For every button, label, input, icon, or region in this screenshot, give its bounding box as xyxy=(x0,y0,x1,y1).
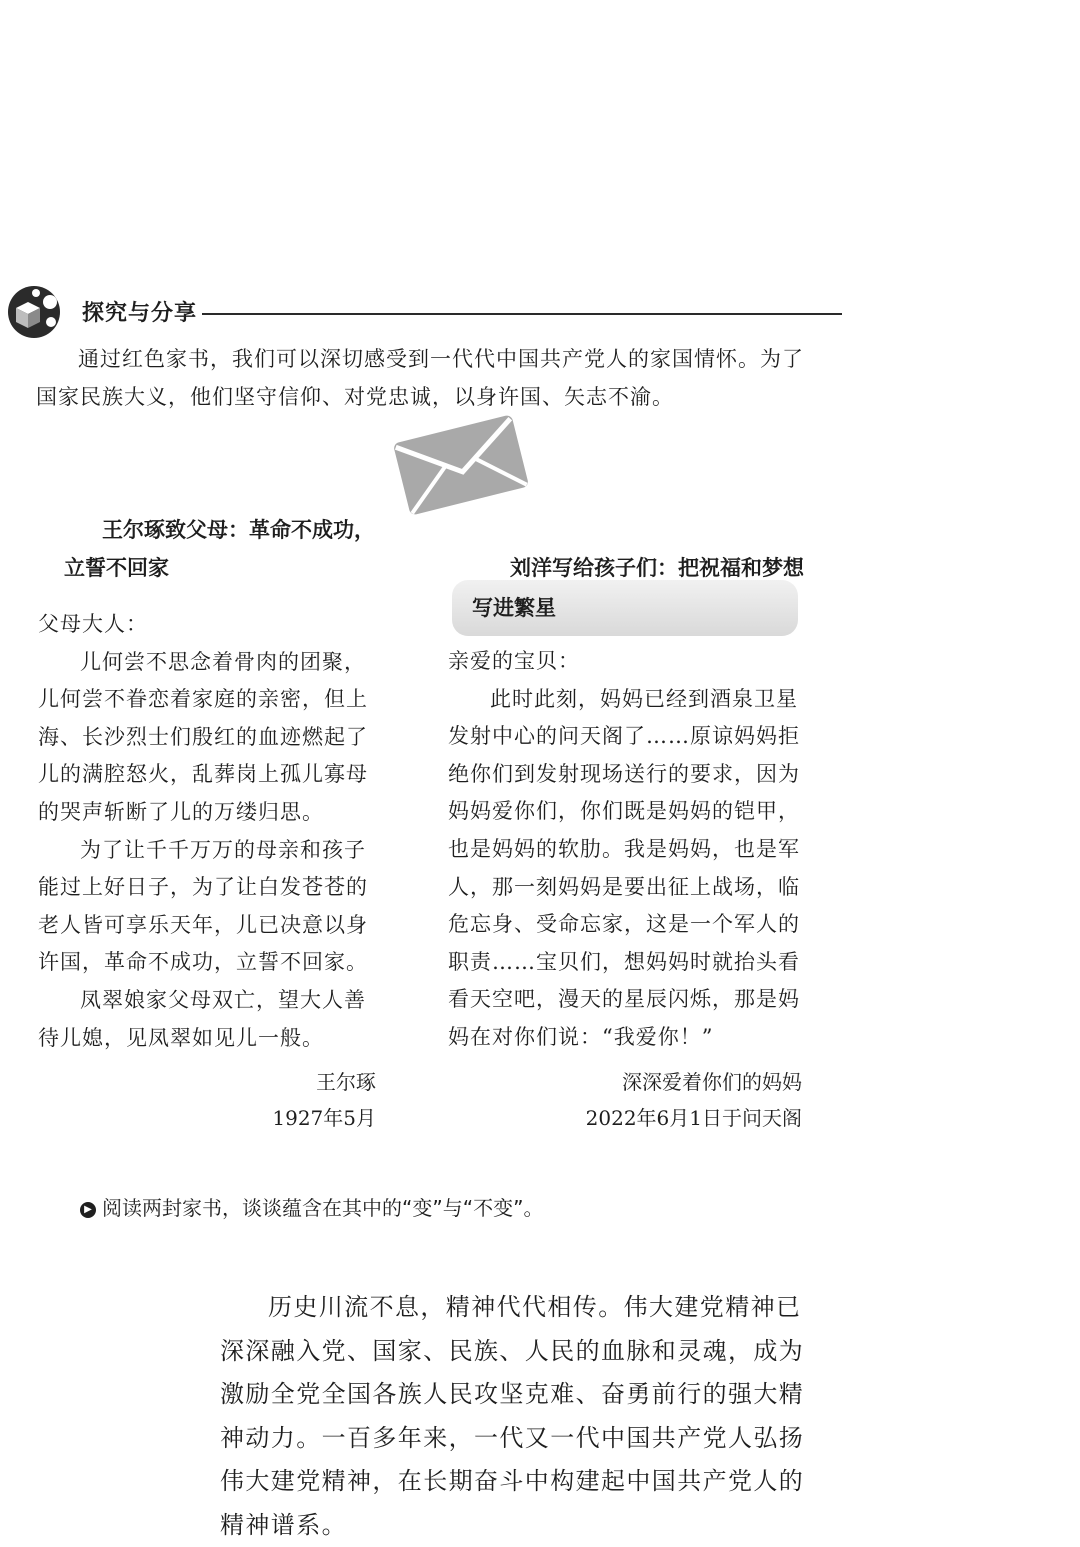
right-letter-date: 2022年6月1日于问天阁 xyxy=(585,1106,802,1130)
right-letter-signoff xyxy=(520,1064,802,1136)
left-letter-paragraph: 凤翠娘家父母双亡，望大人善待儿媳，见凤翠如见儿一般。 xyxy=(38,987,366,1050)
closing-text xyxy=(220,1286,826,1547)
left-letter-signoff xyxy=(180,1064,376,1136)
right-letter-title-line2: 写进繁星 xyxy=(472,595,556,620)
left-letter-paragraph: 为了让千千万万的母亲和孩子能过上好日子，为了让白发苍苍的老人皆可享乐天年，儿已决意以身许国，革命不成功，立誓不回家。 xyxy=(38,837,368,975)
right-letter-signature: 深深爱着你们的妈妈 xyxy=(622,1070,802,1094)
right-letter-paragraph: 此时此刻，妈妈已经到酒泉卫星发射中心的问天阁了……原谅妈妈拒绝你们到发射现场送行的要求，因为妈妈爱你们，你们既是妈妈的铠甲，也是妈妈的软肋。我是妈妈，也是军人，那一刻妈妈是要出征上战场，临危忘身、受命忘家，这是一个军人的职责……宝贝们，想妈妈时就抬头看看天空吧，漫天的星辰闪烁，那是妈妈在对你们说：“我爱你！” xyxy=(448,686,800,1049)
envelope-icon xyxy=(386,410,536,520)
left-letter-paragraph: 儿何尝不思念着骨肉的团聚，儿何尝不眷恋着家庭的亲密，但上海、长沙烈士们殷红的血迹燃起了儿的满腔怒火，乱葬岗上孤儿寡母的哭声斩断了儿的万缕归思。 xyxy=(38,649,368,824)
discussion-question xyxy=(80,1190,780,1226)
cube-icon xyxy=(6,284,62,340)
section-title: 探究与分享 xyxy=(82,301,198,326)
left-letter-salutation: 父母大人： xyxy=(38,612,148,636)
left-letter-date: 1927年5月 xyxy=(272,1106,376,1130)
section-divider xyxy=(202,313,842,315)
left-letter-title: 王尔琢致父母：革命不成功， xyxy=(102,517,375,542)
left-letter-signature: 王尔琢 xyxy=(316,1070,376,1094)
right-letter-body xyxy=(448,643,808,1057)
left-letter-title-line2: 立誓不回家 xyxy=(64,555,169,580)
play-circle-icon: ▶ xyxy=(80,1202,96,1218)
section-heading xyxy=(6,284,1076,340)
question-text: 阅读两封家书，谈谈蕴含在其中的“变”与“不变”。 xyxy=(102,1196,544,1220)
intro-text xyxy=(36,340,816,416)
left-letter-body xyxy=(38,606,384,1057)
right-letter-title: 刘洋写给孩子们：把祝福和梦想 xyxy=(510,555,804,580)
right-letter-salutation: 亲爱的宝贝： xyxy=(448,649,580,673)
closing-paragraph: 历史川流不息，精神代代相传。伟大建党精神已深深融入党、国家、民族、人民的血脉和灵魂，成为激励全党全国各族人民攻坚克难、奋勇前行的强大精神动力。一百多年来，一代又一代中国共产党人弘扬伟大建党精神，在长期奋斗中构建起中国共产党人的精神谱系。 xyxy=(220,1293,805,1539)
intro-paragraph: 通过红色家书，我们可以深切感受到一代代中国共产党人的家国情怀。为了国家民族大义，他们坚守信仰、对党忠诚，以身许国、矢志不渝。 xyxy=(36,347,804,409)
